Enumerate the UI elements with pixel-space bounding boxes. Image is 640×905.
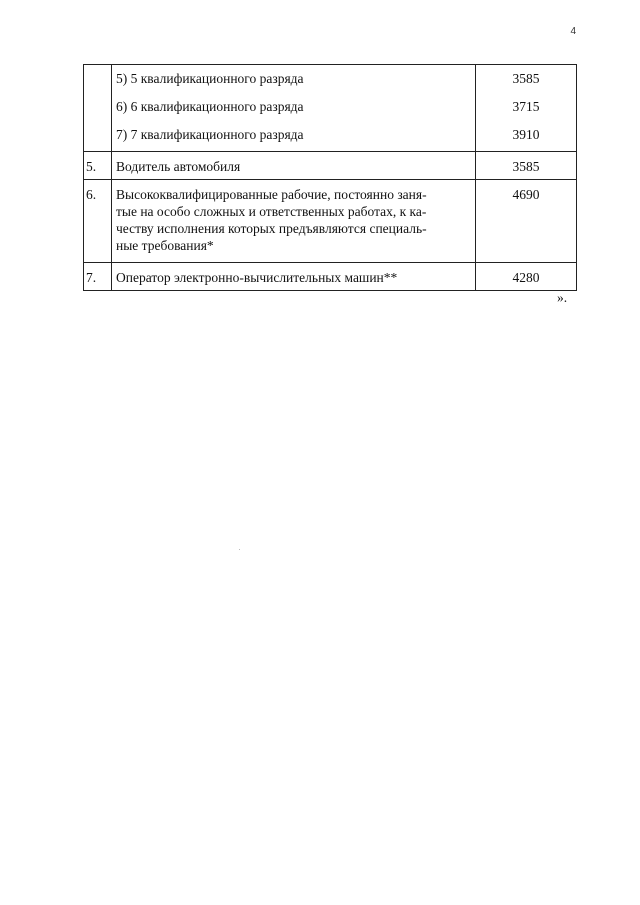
page-number: 4 — [570, 26, 576, 37]
salary-cell — [476, 152, 577, 180]
table-row — [84, 263, 577, 291]
salary-value-grade-5: 3585 — [512, 71, 540, 86]
salary-value-grade-6: 3715 — [512, 99, 540, 114]
qualification-grade-6: 6) 6 квалификационного разряда — [116, 99, 304, 114]
position-name: Оператор электронно-вычислительных машин** — [116, 270, 398, 285]
salary-value-grade-7: 3910 — [512, 127, 540, 142]
position-cell — [112, 263, 476, 291]
salary-value: 4690 — [512, 187, 540, 202]
table-row — [84, 152, 577, 180]
table-row — [84, 180, 577, 263]
salary-value: 3585 — [512, 159, 540, 174]
position-cell — [112, 152, 476, 180]
qualification-grade-5: 5) 5 квалификационного разряда — [116, 71, 304, 86]
salary-cell — [476, 263, 577, 291]
row-number: 6. — [86, 187, 97, 202]
salary-value: 4280 — [512, 270, 540, 285]
position-name-line: честву исполнения которых предъявляются специаль- — [116, 221, 427, 236]
row-number-cell — [84, 152, 112, 180]
row-number-cell — [84, 263, 112, 291]
table-row — [84, 65, 577, 152]
salary-cell — [476, 180, 577, 263]
row-number: 5. — [86, 159, 97, 174]
position-name-line: ные требования* — [116, 238, 214, 253]
scan-artifact-dot — [239, 549, 240, 550]
row-number — [84, 65, 111, 75]
salary-cell — [476, 65, 577, 152]
row-number-cell — [84, 65, 112, 152]
position-name-line: Высококвалифицированные рабочие, постоянно заня- — [116, 187, 427, 202]
position-name-line: тые на особо сложных и ответственных работах, к ка- — [116, 204, 427, 219]
salary-table — [83, 64, 577, 291]
position-cell — [112, 65, 476, 152]
row-number: 7. — [86, 270, 97, 285]
position-cell — [112, 180, 476, 263]
closing-quote: ». — [557, 290, 568, 305]
qualification-grade-7: 7) 7 квалификационного разряда — [116, 127, 304, 142]
row-number-cell — [84, 180, 112, 263]
position-name: Водитель автомобиля — [116, 159, 241, 174]
